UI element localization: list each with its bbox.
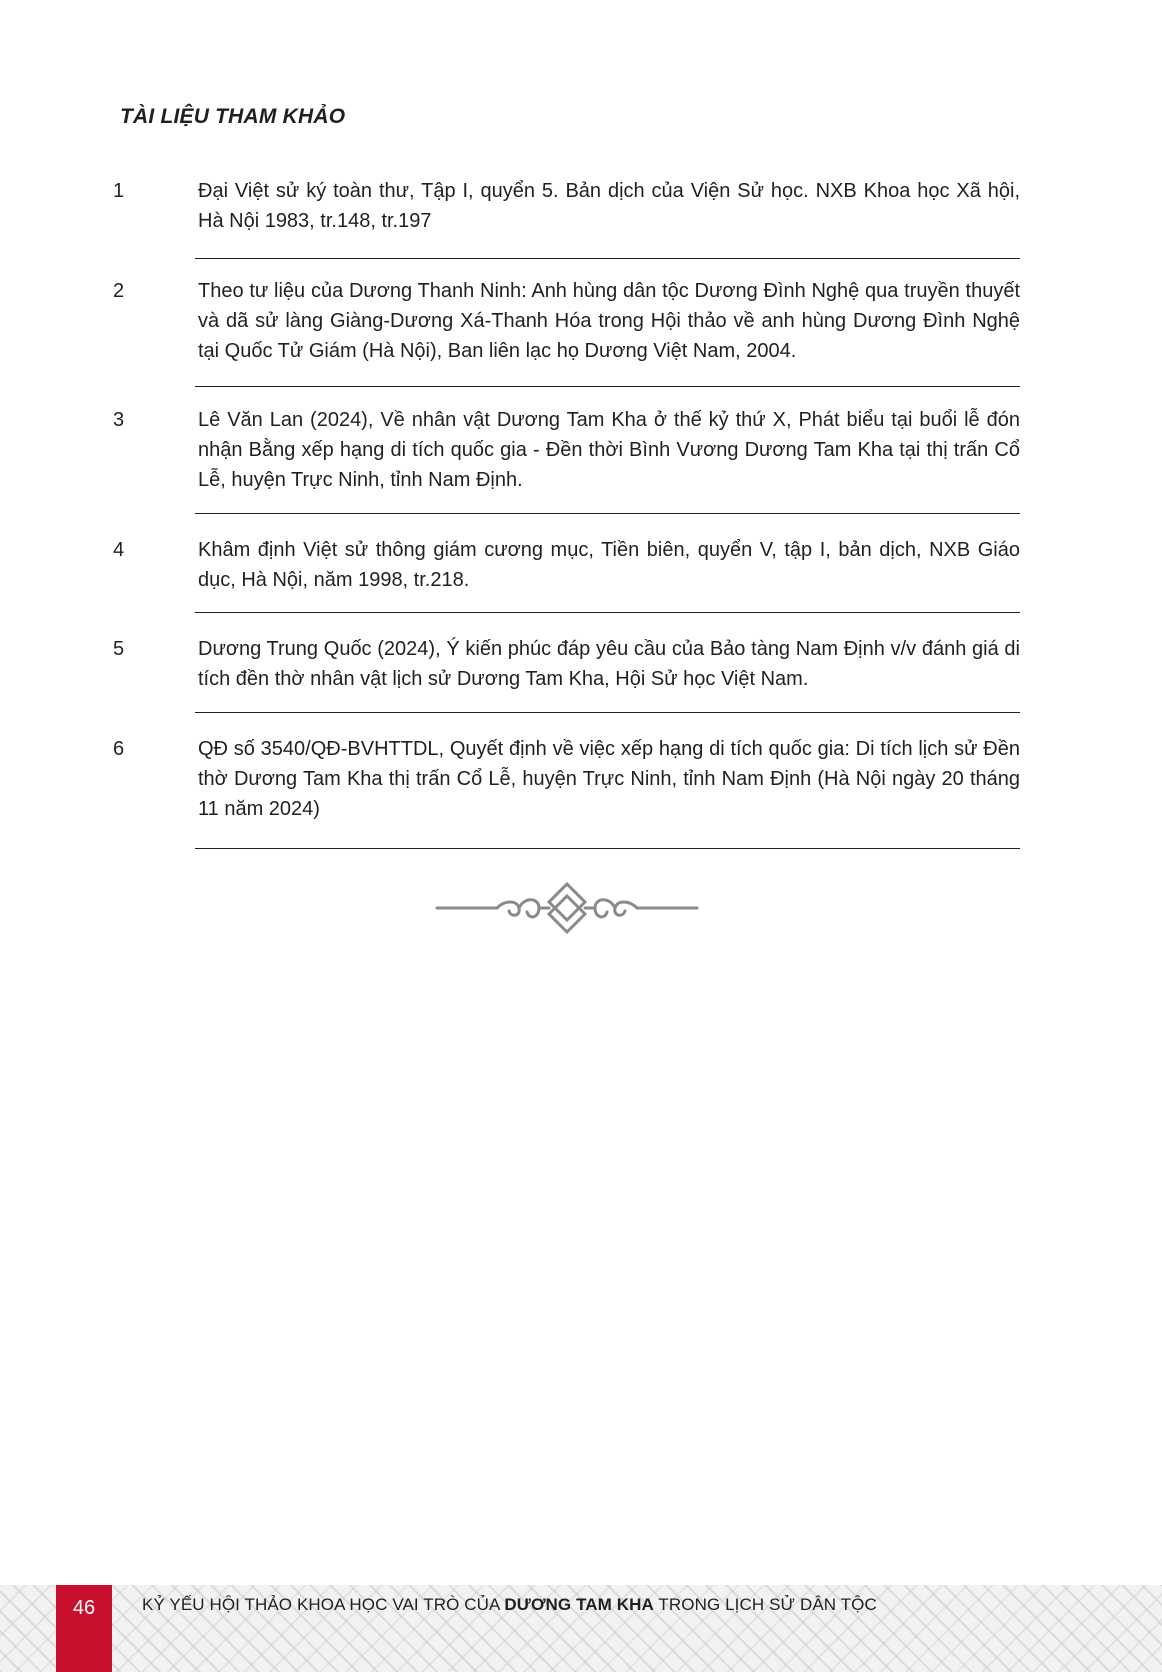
- reference-number: 4: [113, 539, 125, 561]
- reference-divider: [195, 513, 1020, 514]
- reference-number: 3: [113, 409, 125, 431]
- decorative-scroll-divider-icon: [435, 880, 699, 936]
- reference-text: QĐ số 3540/QĐ-BVHTTDL, Quyết định về việc xếp hạng di tích quốc gia: Di tích lịch sử Đền thờ Dương Tam Kha thị trấn Cổ Lễ, huyện Trực Ninh, tỉnh Nam Định (Hà Nội ngày 20 tháng 11 năm 2024): [198, 738, 1020, 820]
- page-number: 46: [72, 1597, 96, 1619]
- reference-text: Khâm định Việt sử thông giám cương mục, Tiền biên, quyển V, tập I, bản dịch, NXB Giáo dục, Hà Nội, năm 1998, tr.218.: [198, 539, 1020, 591]
- footer-text-after: TRONG LỊCH SỬ DÂN TỘC: [653, 1595, 877, 1614]
- reference-divider: [195, 386, 1020, 387]
- reference-divider: [195, 612, 1020, 613]
- reference-number: 2: [113, 280, 125, 302]
- footer-running-title: [142, 1595, 877, 1615]
- reference-divider: [195, 848, 1020, 849]
- footer-text-bold: DƯƠNG TAM KHA: [504, 1595, 654, 1614]
- reference-text: Theo tư liệu của Dương Thanh Ninh: Anh hùng dân tộc Dương Đình Nghệ qua truyền thuyết và dã sử làng Giàng-Dương Xá-Thanh Hóa trong Hội thảo về anh hùng Dương Đình Nghệ tại Quốc Tử Giám (Hà Nội), Ban liên lạc họ Dương Việt Nam, 2004.: [198, 280, 1020, 362]
- page-heading: TÀI LIỆU THAM KHẢO: [120, 105, 346, 128]
- reference-text: Đại Việt sử ký toàn thư, Tập I, quyển 5. Bản dịch của Viện Sử học. NXB Khoa học Xã hội, Hà Nội 1983, tr.148, tr.197: [198, 180, 1020, 232]
- footer-text-before: KỶ YẾU HỘI THẢO KHOA HỌC VAI TRÒ CỦA: [142, 1595, 505, 1614]
- reference-number: 1: [113, 180, 125, 202]
- reference-number: 6: [113, 738, 125, 760]
- reference-number: 5: [113, 638, 125, 660]
- reference-divider: [195, 712, 1020, 713]
- page-number-box: [56, 1585, 112, 1672]
- reference-text: Lê Văn Lan (2024), Về nhân vật Dương Tam Kha ở thế kỷ thứ X, Phát biểu tại buổi lễ đón nhận Bằng xếp hạng di tích quốc gia - Đền thời Bình Vương Dương Tam Kha tại thị trấn Cổ Lễ, huyện Trực Ninh, tỉnh Nam Định.: [198, 409, 1020, 491]
- reference-divider: [195, 258, 1020, 259]
- reference-text: Dương Trung Quốc (2024), Ý kiến phúc đáp yêu cầu của Bảo tàng Nam Định v/v đánh giá di tích đền thờ nhân vật lịch sử Dương Tam Kha, Hội Sử học Việt Nam.: [198, 638, 1020, 690]
